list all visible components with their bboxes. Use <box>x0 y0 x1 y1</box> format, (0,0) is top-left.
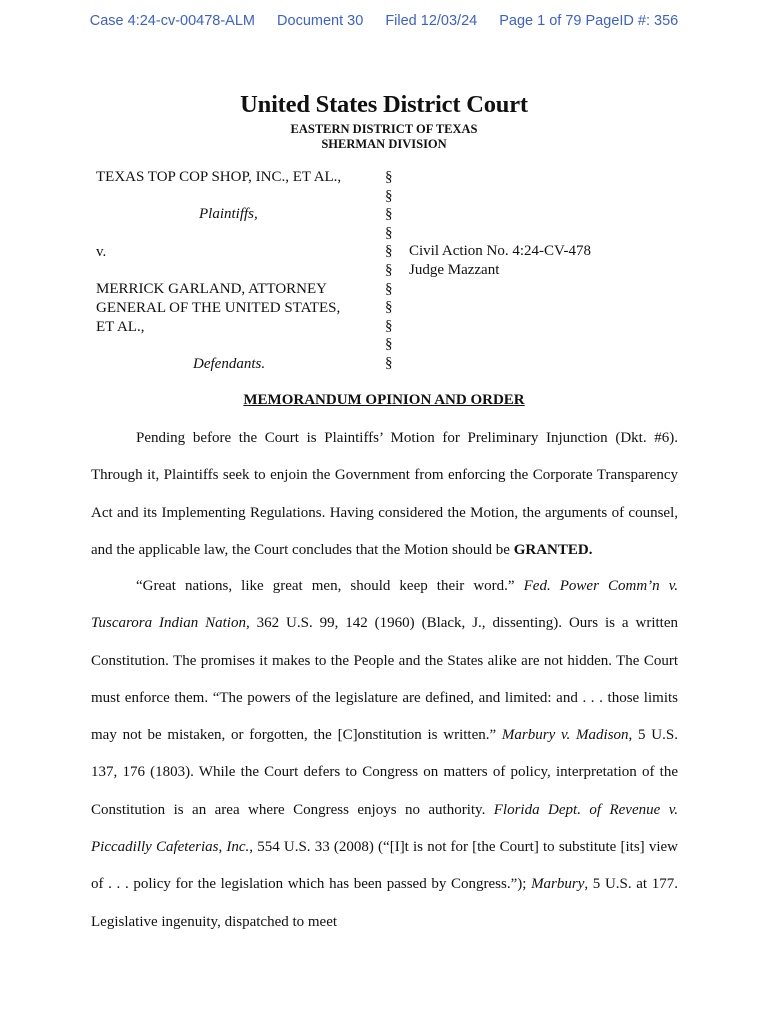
paragraph-2-text: “Great nations, like great men, should keep their word.” <box>136 578 524 594</box>
section-symbol: § <box>385 317 393 334</box>
section-symbol: § <box>385 224 393 241</box>
plaintiff-role: Plaintiffs, <box>199 206 258 222</box>
case-citation: Fed. Power Comm’n v. Tuscarora Indian Nation <box>91 578 678 632</box>
case-number: Case 4:24-cv-00478-ALM <box>89 13 255 29</box>
versus: v. <box>96 244 107 260</box>
plaintiff-name: TEXAS TOP COP SHOP, INC., ET AL., <box>96 169 342 185</box>
judge-name: Judge Mazzant <box>409 262 500 278</box>
granted-text: GRANTED. <box>513 541 593 558</box>
paragraph-2-text: , 554 U.S. 33 (2008) (“[I]t is not for [the Court] to substitute [its] view of . . . policy for the legislation which has been passed by Congress.”); <box>91 839 678 893</box>
section-symbol: § <box>385 280 393 297</box>
case-citation: Marbury v. Madison <box>501 727 629 744</box>
paragraph-1 <box>91 420 678 569</box>
case-citation: Marbury <box>531 876 585 893</box>
page-info: Page 1 of 79 PageID #: 356 <box>499 13 679 29</box>
paragraph-1-text: Pending before the Court is Plaintiffs’ Motion for Preliminary Injunction (Dkt. #6). Through it, Plaintiffs seek to enjoin the Government from enforcing the Corporate Transparency Act and its Implementing Regulations. Having considered the Motion, the arguments of counsel, and the applicable law, the Court concludes that the Motion should be <box>91 430 678 558</box>
paragraph-2-text: , 5 U.S. 137, 176 (1803). While the Court defers to Congress on matters of policy, interpretation of the Constitution is an area where Congress enjoys no authority. <box>91 727 678 818</box>
court-title: United States District Court <box>240 91 528 118</box>
defendant-line-3: ET AL., <box>96 319 145 335</box>
filed-date: Filed 12/03/24 <box>385 13 478 29</box>
defendant-line-1: MERRICK GARLAND, ATTORNEY <box>96 281 327 297</box>
defendant-line-2: GENERAL OF THE UNITED STATES, <box>96 300 341 316</box>
section-symbol: § <box>385 299 393 316</box>
section-symbol: § <box>385 261 393 278</box>
ecf-filing-header <box>0 13 768 29</box>
section-symbol: § <box>385 206 393 223</box>
section-symbol: § <box>385 336 393 353</box>
case-citation: Florida Dept. of Revenue v. Piccadilly Cafeterias, Inc. <box>91 801 678 856</box>
document-number: Document 30 <box>277 13 364 29</box>
court-division: SHERMAN DIVISION <box>321 137 447 151</box>
paragraph-2-text: , 362 U.S. 99, 142 (1960) (Black, J., dissenting). Ours is a written Constitution. The promises it makes to the People and the States alike are not hidden. The Court must enforce them. “The powers of the legislature are defined, and limited: and . . . those limits may not be mistaken, or forgotten, the [C]onstitution is written.” <box>91 615 678 744</box>
section-symbol: § <box>385 187 393 204</box>
paragraph-2 <box>91 568 678 941</box>
civil-action-number: Civil Action No. 4:24-CV-478 <box>409 243 591 259</box>
defendant-role: Defendants. <box>193 356 266 372</box>
section-symbol: § <box>385 354 393 371</box>
section-symbol: § <box>385 169 393 185</box>
document-heading: MEMORANDUM OPINION AND ORDER <box>243 392 525 408</box>
paragraph-2-text: , 5 U.S. at 177. Legislative ingenuity, dispatched to meet <box>91 876 679 930</box>
section-symbol: § <box>385 243 393 260</box>
court-district: EASTERN DISTRICT OF TEXAS <box>290 122 478 136</box>
section-symbol-column <box>385 168 397 373</box>
